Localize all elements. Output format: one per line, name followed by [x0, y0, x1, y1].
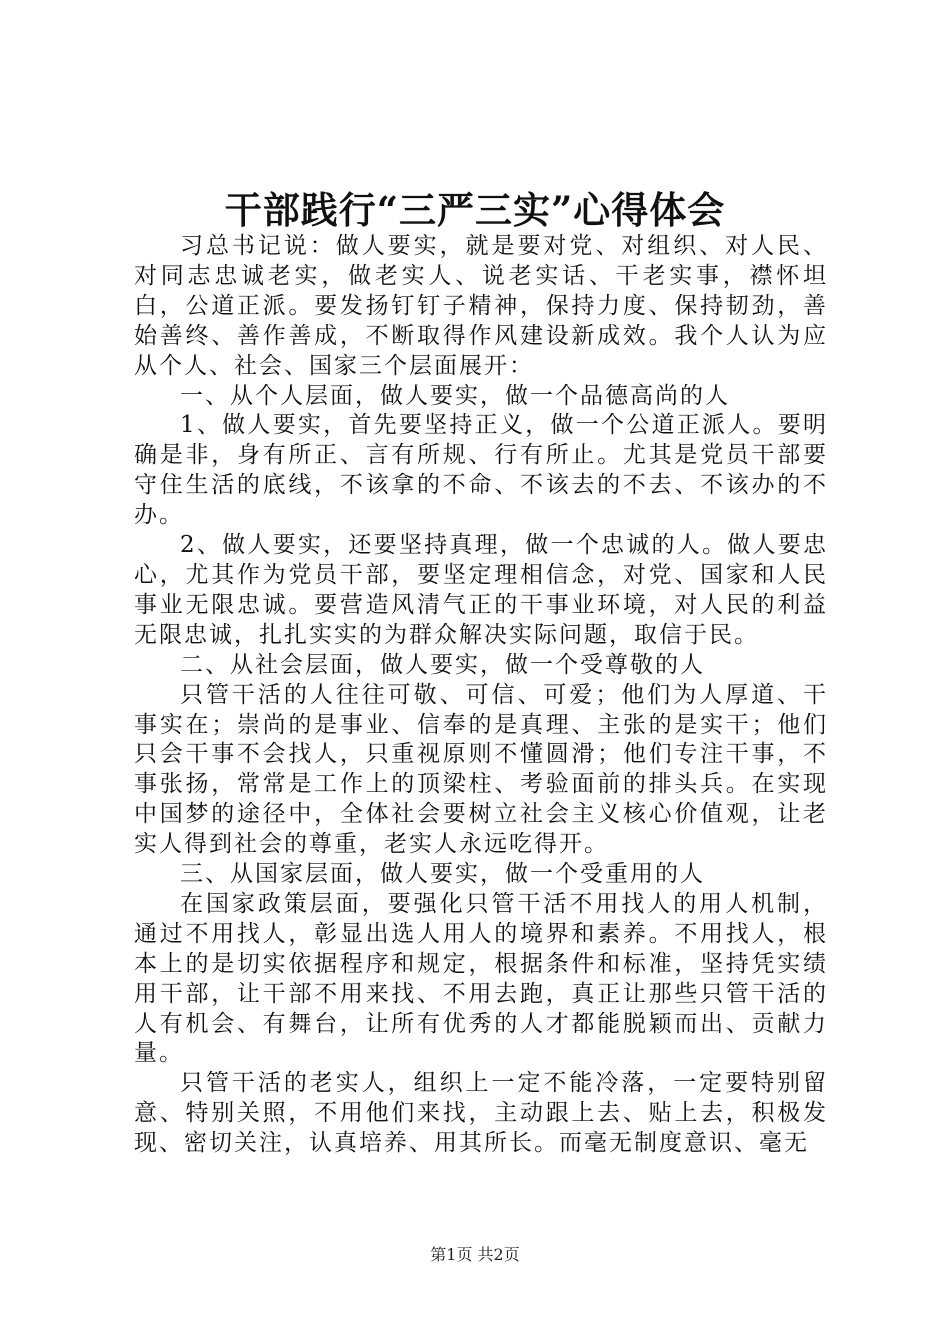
paragraph-3-1: 在国家政策层面，要强化只管干活不用找人的用人机制，通过不用找人，彰显出选人用人的境界和素养。不用找人，根本上的是切实依据程序和规定，根据条件和标准，坚持凭实绩用干部，让干部不用来找、不用去跑，真正让那些只管干活的人有机会、有舞台，让所有优秀的人才都能脱颖而出、贡献力量。	[134, 890, 828, 1067]
paragraph-3-2: 只管干活的老实人，组织上一定不能冷落，一定要特别留意、特别关照，不用他们来找，主动跟上去、贴上去，积极发现、密切关注，认真培养、用其所长。而毫无制度意识、毫无	[134, 1070, 828, 1157]
section-heading-2: 二、从社会层面，做人要实，做一个受尊敬的人	[180, 651, 705, 678]
paragraph-intro: 习总书记说：做人要实，就是要对党、对组织、对人民、对同志忠诚老实，做老实人、说老实话、干老实事，襟怀坦白，公道正派。要发扬钉钉子精神，保持力度、保持韧劲，善始善终、善作善成，不断取得作风建设新成效。我个人认为应从个人、社会、国家三个层面展开：	[134, 233, 828, 379]
document-title: 干部践行“三严三实”心得体会	[224, 188, 726, 232]
page-footer: 第1页 共2页	[430, 1245, 520, 1264]
paragraph-2: 只管干活的人往往可敬、可信、可爱；他们为人厚道、干事实在；崇尚的是事业、信奉的是真理、主张的是实干；他们只会干事不会找人，只重视原则不懂圆滑；他们专注干事，不事张扬，常常是工作上的顶梁柱、考验面前的排头兵。在实现中国梦的途径中，全体社会要树立社会主义核心价值观，让老实人得到社会的尊重，老实人永远吃得开。	[134, 681, 828, 858]
paragraph-1-1: 1、做人要实，首先要坚持正义，做一个公道正派人。要明确是非，身有所正、言有所规、行有所止。尤其是党员干部要守住生活的底线，不该拿的不命、不该去的不去、不该办的不办。	[134, 412, 828, 529]
paragraph-1-2: 2、做人要实，还要坚持真理，做一个忠诚的人。做人要忠心，尤其作为党员干部，要坚定理相信念，对党、国家和人民事业无限忠诚。要营造风清气正的干事业环境，对人民的利益无限忠诚，扎扎实实的为群众解决实际问题，取信于民。	[134, 532, 828, 648]
section-heading-1: 一、从个人层面，做人要实，做一个品德高尚的人	[180, 382, 730, 409]
document-body	[134, 232, 828, 1159]
section-heading-3: 三、从国家层面，做人要实，做一个受重用的人	[180, 861, 705, 888]
